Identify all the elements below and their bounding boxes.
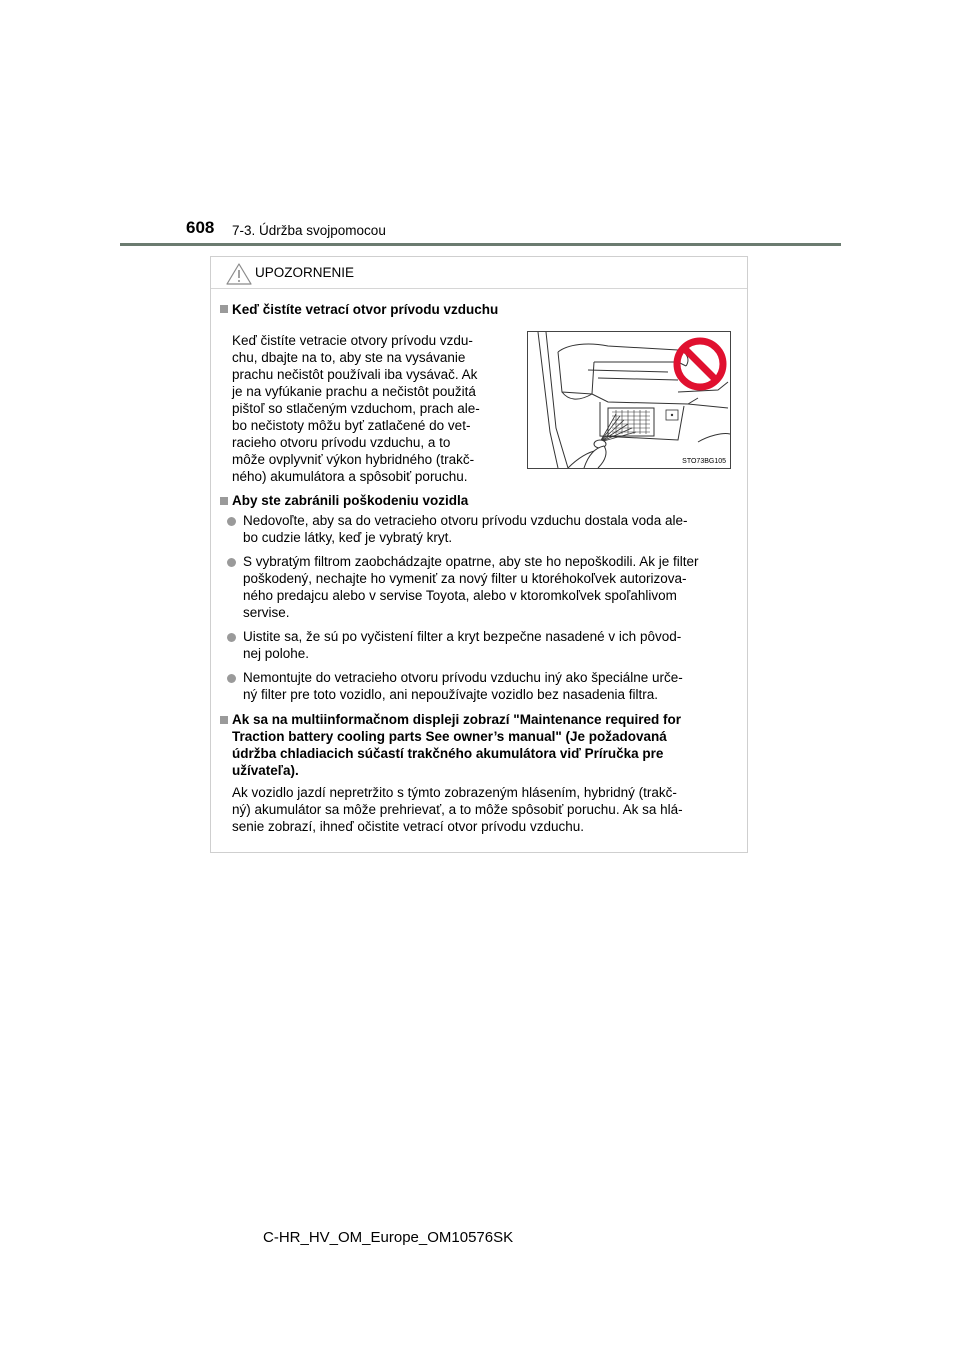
section-paragraph [232, 784, 743, 835]
text-line: ný) akumulátor sa môže prehrievať, a to môže spôsobiť poruchu. Ak sa hlá- [232, 802, 683, 817]
warning-header [211, 257, 747, 289]
section-marker [220, 716, 228, 724]
text-line: servise. [243, 605, 290, 620]
bullet-dot [227, 558, 236, 567]
illustration [527, 331, 731, 469]
text-line: prachu nečistôt používali iba vysávač. Ak [232, 367, 478, 382]
text-line: Nemontujte do vetracieho otvoru prívodu vzduchu iný ako špeciálne urče- [243, 670, 683, 685]
section-marker [220, 497, 228, 505]
bullet-dot [227, 517, 236, 526]
bullet-item [243, 669, 743, 703]
section-title: 7-3. Údržba svojpomocou [232, 223, 386, 238]
warning-icon [225, 262, 253, 286]
text-line: nej polohe. [243, 646, 310, 661]
header-rule [120, 243, 841, 246]
text-line: ného predajcu alebo v servise Toyota, alebo v ktoromkoľvek spoľahlivom [243, 588, 677, 603]
text-line: Keď čistíte vetracie otvory prívodu vzdu- [232, 333, 473, 348]
text-line: S vybratým filtrom zaobchádzajte opatrne, aby ste ho nepoškodili. Ak je filter [243, 554, 699, 569]
warning-label: UPOZORNENIE [255, 265, 355, 280]
bullet-dot [227, 674, 236, 683]
text-line: ný filter pre toto vozidlo, ani nepoužívajte vozidlo bez nasadenia filtra. [243, 687, 658, 702]
heading-line: užívateľa). [232, 763, 299, 778]
text-line: chu, dbajte na to, aby ste na vysávanie [232, 350, 466, 365]
bullet-item [243, 553, 743, 621]
section-heading: Aby ste zabránili poškodeniu vozidla [232, 493, 469, 508]
text-line: Uistite sa, že sú po vyčistení filter a kryt bezpečne nasadené v ich pôvod- [243, 629, 682, 644]
text-line: Ak vozidlo jazdí nepretržito s týmto zobrazeným hlásením, hybridný (trakč- [232, 785, 677, 800]
page-number: 608 [186, 218, 215, 237]
text-line: Nedovoľte, aby sa do vetracieho otvoru prívodu vzduchu dostala voda ale- [243, 513, 688, 528]
heading-line: údržba chladiacich súčastí trakčného akumulátora viď Príručka pre [232, 746, 664, 761]
text-line: racieho otvoru prívodu vzduchu, a to [232, 435, 451, 450]
text-line: môže ovplyvniť výkon hybridného (trakč- [232, 452, 475, 467]
text-line: je na vyfúkanie prachu a nečistôt použitá [232, 384, 476, 399]
text-line: poškodený, nechajte ho vymeniť za nový filter u ktoréhokoľvek autorizova- [243, 571, 687, 586]
text-line: pištoľ so stlačeným vzduchom, prach ale- [232, 401, 480, 416]
section-marker [220, 305, 228, 313]
text-line: bo nečistoty môžu byť zatlačené do vet- [232, 418, 471, 433]
bullet-item [243, 628, 743, 662]
bullet-item [243, 512, 743, 546]
text-line: bo cudzie látky, keď je vybratý kryt. [243, 530, 453, 545]
text-line: ného) akumulátora a spôsobiť poruchu. [232, 469, 468, 484]
warning-box [210, 256, 748, 853]
text-line: senie zobrazí, ihneď očistite vetrací otvor prívodu vzduchu. [232, 819, 584, 834]
section-heading [232, 711, 743, 779]
heading-line: Traction battery cooling parts See owner’s manual" (Je požadovaná [232, 729, 667, 744]
bullet-dot [227, 633, 236, 642]
footer-code: C-HR_HV_OM_Europe_OM10576SK [263, 1229, 514, 1246]
illustration-code: STO73BG105 [682, 458, 726, 465]
section-paragraph [232, 332, 515, 485]
section-heading: Keď čistíte vetrací otvor prívodu vzduchu [232, 302, 499, 317]
prohibited-icon [672, 336, 728, 392]
heading-line: Ak sa na multiinformačnom displeji zobrazí "Maintenance required for [232, 712, 681, 727]
